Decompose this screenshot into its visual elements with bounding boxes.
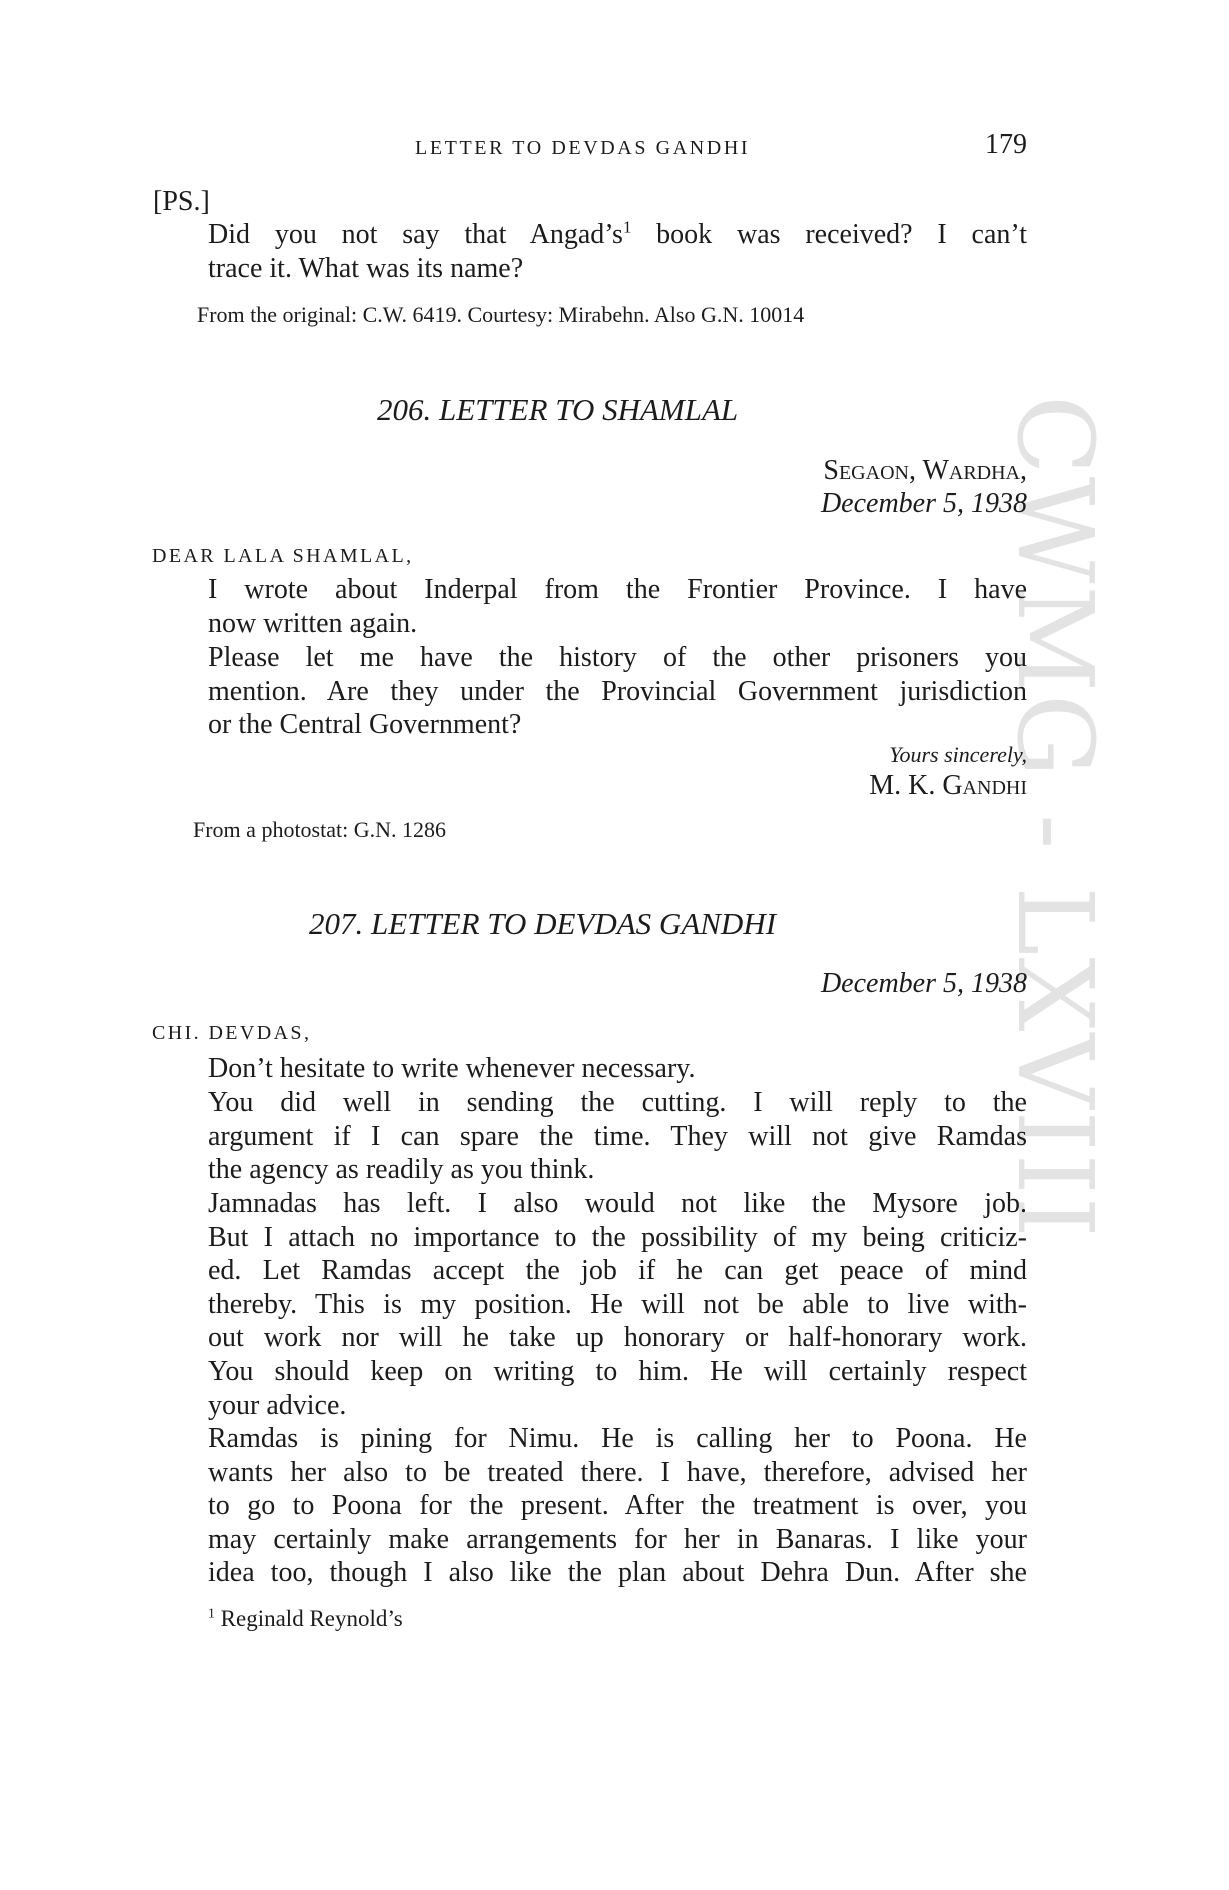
text-line: I wrote about Inderpal from the Frontier Province. I have — [208, 574, 1027, 605]
letter-date: December 5, 1938 — [820, 968, 1027, 999]
signature: M. K. Gandhi — [869, 770, 1027, 801]
text-line: mention. Are they under the Provincial Government jurisdiction — [208, 675, 1027, 707]
watermark: CWMG - LXVIII — [994, 395, 1116, 1240]
closing: Yours sincerely, — [889, 742, 1027, 767]
postscript-paragraph — [150, 218, 1027, 285]
letter-title: 206. LETTER TO SHAMLAL — [377, 392, 739, 427]
footnote-marker: 1 — [208, 1605, 215, 1621]
text-line: to go to Poona for the present. After the treatment is over, you — [208, 1490, 1027, 1522]
text-line: Please let me have the history of the other prisoners you — [208, 642, 1027, 673]
text-line: thereby. This is my position. He will not be able to live with- — [208, 1288, 1027, 1320]
text-line: now written again. — [208, 607, 418, 639]
text-line: You should keep on writing to him. He will certainly respect — [208, 1355, 1027, 1387]
letter-title: 207. LETTER TO DEVDAS GANDHI — [309, 906, 777, 941]
text-line: argument if I can spare the time. They will not give Ramdas — [208, 1120, 1027, 1152]
footnote — [208, 1606, 403, 1632]
letter-paragraph — [150, 1086, 1027, 1187]
text-line: your advice. — [208, 1389, 347, 1421]
text-line: But I attach no importance to the possibility of my being criticiz- — [208, 1221, 1027, 1253]
text-line: wants her also to be treated there. I have, therefore, advised her — [208, 1456, 1027, 1488]
footnote-ref: 1 — [622, 217, 632, 237]
text-line: Ramdas is pining for Nimu. He is calling her to Poona. He — [208, 1423, 1027, 1454]
letter-paragraph — [150, 573, 1027, 640]
postscript-line — [150, 218, 1027, 252]
postscript-text: Did you not say that Angad’s — [208, 219, 623, 250]
page-number: 179 — [985, 129, 1027, 160]
text-line: or the Central Government? — [208, 709, 522, 741]
text-line: You did well in sending the cutting. I will reply to the — [208, 1087, 1027, 1118]
salutation: DEAR LALA SHAMLAL, — [152, 545, 414, 567]
letter-date: December 5, 1938 — [820, 488, 1027, 519]
letter-paragraph — [150, 1052, 1027, 1086]
running-header: LETTER TO DEVDAS GANDHI — [415, 137, 751, 159]
text-line: may certainly make arrangements for her in Banaras. I like your — [208, 1523, 1027, 1555]
postscript-text: book was received? I can’t — [631, 219, 1027, 250]
letter-paragraph — [150, 1422, 1027, 1590]
postscript-label: [PS.] — [153, 186, 210, 217]
letter-paragraph — [150, 1187, 1027, 1422]
text-line: ed. Let Ramdas accept the job if he can get peace of mind — [208, 1255, 1027, 1287]
letter-place: Segaon, Wardha, — [823, 455, 1027, 486]
postscript-line: trace it. What was its name? — [208, 252, 524, 284]
letter-paragraph — [150, 641, 1027, 742]
text-line: idea too, though I also like the plan about Dehra Dun. After she — [208, 1557, 1027, 1589]
footnote-text: Reginald Reynold’s — [214, 1606, 403, 1631]
text-line: the agency as readily as you think. — [208, 1154, 595, 1186]
source-note: From a photostat: G.N. 1286 — [193, 817, 446, 842]
text-line: Jamnadas has left. I also would not like the Mysore job. — [208, 1188, 1027, 1219]
salutation: CHI. DEVDAS, — [152, 1022, 312, 1044]
text-line: out work nor will he take up honorary or half-honorary work. — [208, 1322, 1027, 1354]
source-note: From the original: C.W. 6419. Courtesy: Mirabehn. Also G.N. 10014 — [197, 302, 805, 327]
text-line: Don’t hesitate to write whenever necessary. — [208, 1053, 696, 1084]
